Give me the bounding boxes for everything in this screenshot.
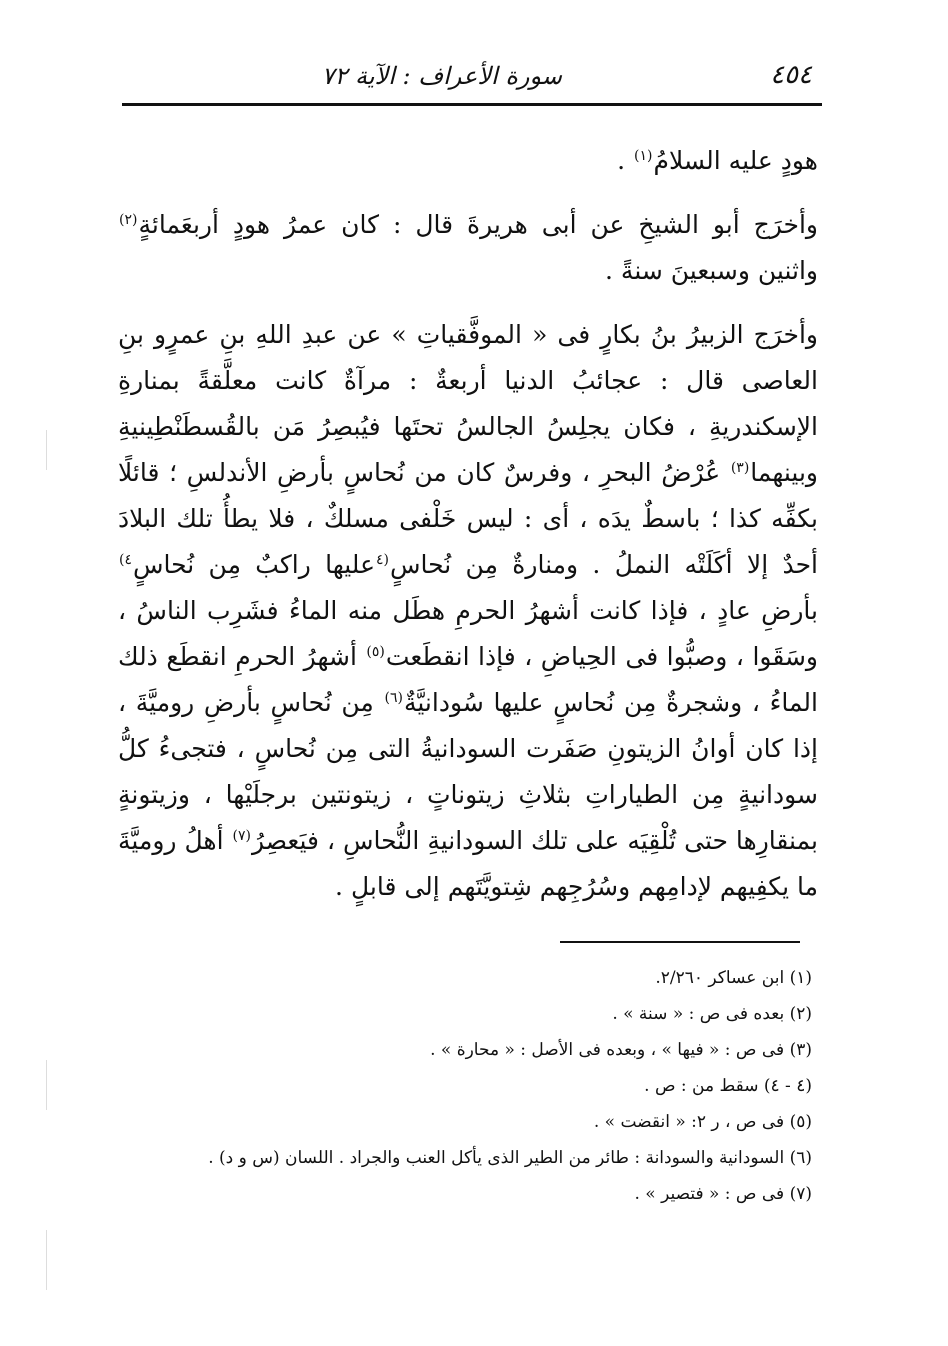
margin-mark [46,430,47,470]
paragraph [118,312,818,910]
footnote-5: (٥) فى ص ، ر ٢: « انقضت » . [593,1112,812,1132]
footnote-reference[interactable]: (٧) [232,827,251,844]
running-title: سورة الأعراف : الآية ٧٢ [321,62,562,90]
footnote-7: (٧) فى ص : « فتصير » . [634,1184,812,1204]
margin-mark [46,1060,47,1110]
footnote-3: (٣) فى ص : « فيها » ، وبعده فى الأصل : « محارة » . [430,1040,812,1060]
paragraph [118,202,818,294]
text-run: . [617,146,633,175]
footnote-reference[interactable]: (٤ [376,551,389,568]
text-run: عليها راكبٌ مِن نُحاسٍ [133,550,375,579]
text-run: مِن نُحاسٍ بأرضِ روميَّةَ ، إذا كان أوانُ الزيتونِ صَفَرت السودانيةُ التى مِن نُحاسٍ ، فتجىءُ كلُّ سودانيةٍ مِن الطياراتِ بثلاثِ زيتوناتٍ ، زيتونتين برجلَيْها ، وزيتونةٍ بمنقارِها حتى تُلْقِيَه على تلك السودانيةِ النُّحاسِ ، فيَعصِرُ [118,688,818,855]
footnote-reference[interactable]: (٦) [384,689,403,706]
main-text [118,138,818,910]
footnote-reference[interactable]: ٤) [119,551,132,568]
text-run: وأخرَج أبو الشيخِ عن أبى هريرةَ قال : كان عمرُ هودٍ أربعَمائةٍ [138,210,818,239]
footnote-4: (٤ - ٤) سقط من : ص . [644,1076,812,1096]
footnote-reference[interactable]: (١) [634,147,653,164]
text-run: أهلُ روميَّةَ ما يكفِيهم لإدامِهم وسُرُجِهم شِتويَّتَهم إلى قابلٍ . [118,826,818,901]
footnote-1: (١) ابن عساكر ٢/٢٦٠. [655,968,812,988]
text-run: بأرضِ عادٍ ، فإذا كانت أشهرُ الحرمِ هطَل منه الماءُ فشَرِب الناسُ ، وسَقَوا ، وصبُّوا فى الحِياضِ ، فإذا انقطَعت [118,596,818,671]
footnote-reference[interactable]: (٥) [366,643,385,660]
text-run: وأخرَج الزبيرُ بنُ بكارٍ فى « الموفَّقياتِ » عن عبدِ اللهِ بنِ عمرٍو بنِ العاصى قال : عجائبُ الدنيا أربعةٌ : مرآةٌ كانت معلَّقةً بمنارةِ الإسكندريةِ ، فكان يجلِسُ الجالسُ تحتَها فيُبصِرُ مَن بالقُسطَنْطِينيةِ وبينهما [118,320,818,487]
page-header [122,54,812,102]
text-run: عُرْضُ البحرِ ، وفرسٌ كان من نُحاسٍ بأرضِ الأندلسِ ؛ قائلًا بكفِّه كذا ؛ باسطٌ يدَه ، أى : ليس خَلْفى مسلكٌ ، فلا يطأُ تلك البلادَ أحدٌ إلا أكَلَتْه النملُ . ومنارةٌ مِن نُحاسٍ [118,458,818,579]
footnotes [122,960,812,1212]
footnote-6: (٦) السودانية والسودانة : طائر من الطير الذى يأكل العنب والجراد . اللسان (س و د) . [208,1148,812,1168]
paragraph [118,138,818,184]
text-run: هودٍ عليه السلامُ [653,146,818,175]
text-run: واثنين وسبعينَ سنةً . [605,256,818,285]
page-number: ٤٥٤ [770,60,812,90]
margin-mark [46,1230,47,1290]
footnote-reference[interactable]: (٣) [730,459,750,476]
text-run: أشهرُ الحرمِ انقطَع ذلك الماءُ ، وشجرةٌ مِن نُحاسٍ عليها سُودانيَّةٌ [118,642,818,717]
header-rule [122,103,822,106]
footnote-2: (٢) بعده فى ص : « سنة » . [612,1004,812,1024]
footnote-separator [560,941,800,943]
footnote-reference[interactable]: (٢) [119,211,138,228]
